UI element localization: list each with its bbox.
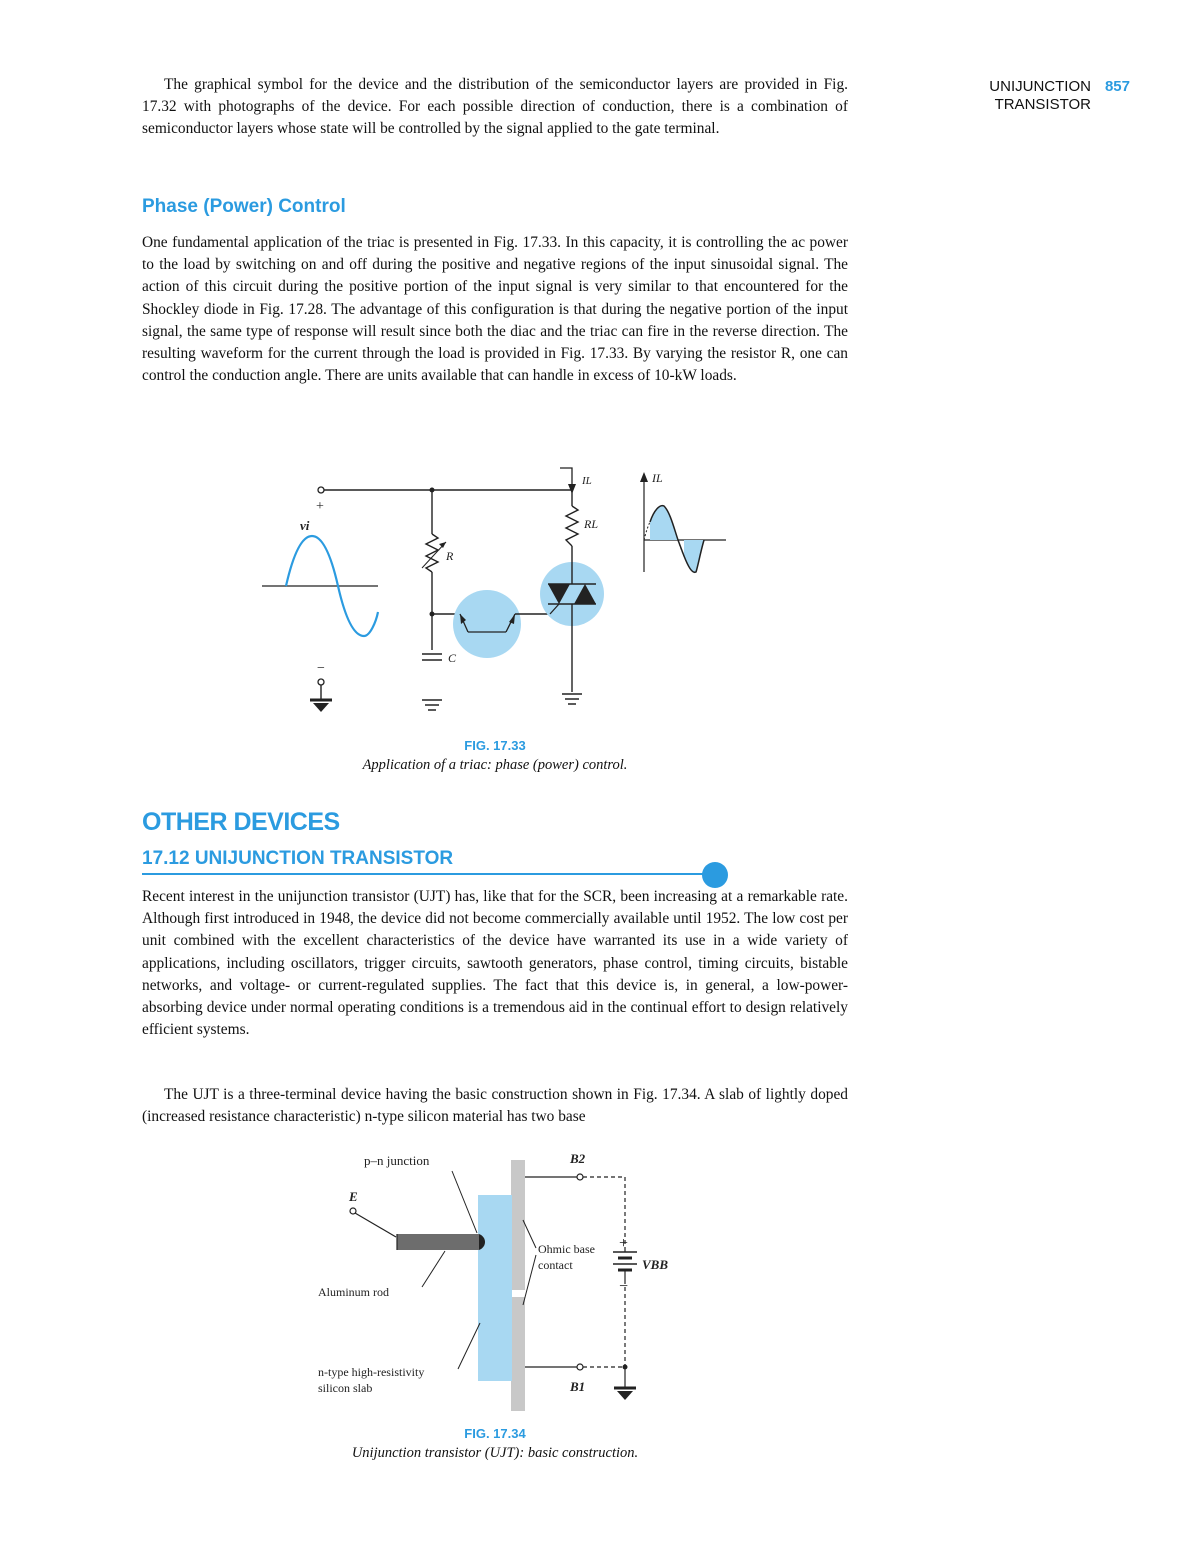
ground-symbol-input <box>310 700 332 712</box>
vbb-plus-label: + <box>619 1235 629 1252</box>
slab-label-line1: n-type high-resistivity <box>318 1365 425 1379</box>
battery-vbb-symbol <box>613 1252 637 1270</box>
section-title-other-devices: OTHER DEVICES <box>142 808 340 836</box>
page-header <box>890 78 1130 114</box>
vbb-minus-label: − <box>619 1278 629 1295</box>
input-terminal-top <box>318 487 324 493</box>
paragraph-ujt-2: The UJT is a three-terminal device having the basic construction shown in Fig. 17.34. A slab of lightly doped (increased resistance characteristic) n-type silicon material has two base <box>142 1086 848 1126</box>
caption-label-fig-17-33: FIG. 17.33 <box>464 738 526 753</box>
il-label: IL <box>582 475 592 487</box>
aluminum-rod <box>397 1234 479 1250</box>
figure-17-34 <box>300 1145 700 1420</box>
pn-junction-label: p–n junction <box>364 1153 430 1168</box>
caption-fig-17-33 <box>142 738 848 774</box>
section-rule <box>142 873 710 875</box>
r-label: R <box>446 549 454 563</box>
page-number: 857 <box>1104 78 1130 95</box>
ground-symbol-b1 <box>614 1388 636 1400</box>
load-current-positive-shaded <box>650 506 678 540</box>
running-head-line1: UNIJUNCTION <box>989 78 1091 95</box>
vbb-label: VBB <box>642 1257 669 1272</box>
section-dot <box>702 862 728 888</box>
b1-terminal <box>577 1364 583 1370</box>
c-label: C <box>448 651 457 665</box>
n-type-silicon-slab <box>478 1195 512 1381</box>
ground-symbol-triac <box>562 694 582 704</box>
ohmic-contact-b2 <box>511 1160 525 1290</box>
section-heading-ujt: 17.12 UNIJUNCTION TRANSISTOR <box>142 848 454 869</box>
caption-text-fig-17-34: Unijunction transistor (UJT): basic construction. <box>351 1445 639 1461</box>
resistor-rl <box>566 506 578 546</box>
input-terminal-bottom <box>318 679 324 685</box>
b2-terminal <box>577 1174 583 1180</box>
b2-label: B2 <box>570 1151 586 1166</box>
paragraph-ujt-1: Recent interest in the unijunction transistor (UJT) has, like that for the SCR, been increasing at a remarkable rate. Although first introduced in 1948, the device did not become commercially available until 1952. The low cost per unit combined with the excellent characteristics of the device have warranted its use in a wide variety of applications, including oscillators, trigger circuits, sawtooth generators, phase control, timing circuits, bistable networks, and voltage- or current-regulated supplies. The fact that this device is, in general, a low-power-absorbing device under normal operating conditions is a tremendous aid in the continual effort to design relatively efficient systems. <box>142 888 848 1039</box>
paragraph-intro: The graphical symbol for the device and the distribution of the semiconductor layers are provided in Fig. 17.32 with photographs of the device. For each possible direction of conduction, there is a combination of semiconductor layers whose state will be controlled by the signal applied to the gate terminal. <box>142 76 848 138</box>
running-head <box>989 78 1091 114</box>
load-current-negative-shaded <box>684 540 704 572</box>
figure-17-33 <box>250 462 750 732</box>
ohmic-contact-label-line2: contact <box>538 1258 573 1272</box>
running-head-line2: TRANSISTOR <box>994 96 1091 113</box>
ground-symbol-capacitor <box>422 700 442 710</box>
caption-fig-17-34 <box>142 1426 848 1462</box>
ohmic-contact-label-line1: Ohmic base <box>538 1242 595 1256</box>
b1-label: B1 <box>570 1379 586 1394</box>
input-minus-label: − <box>317 661 325 676</box>
caption-label-fig-17-34: FIG. 17.34 <box>464 1426 526 1441</box>
subheading-phase-control: Phase (Power) Control <box>142 196 346 217</box>
slab-label-line2: silicon slab <box>318 1381 373 1395</box>
ohmic-contact-b1 <box>511 1297 525 1411</box>
diac-symbol <box>453 590 521 658</box>
paragraph-phase-control: One fundamental application of the triac is presented in Fig. 17.33. In this capacity, it is controlling the ac power to the load by switching on and off during the positive and negative regions of the input sinusoidal signal. The action of this circuit during the positive portion of the input signal is very similar to that encountered for the Shockley diode in Fig. 17.28. The advantage of this configuration is that during the negative portion of the input signal, the same type of response will result since both the diac and the triac can fire in the reverse direction. The resulting waveform for the current through the load is provided in Fig. 17.33. By varying the resistor R, one can control the conduction angle. There are units available that can handle in excess of 10-kW loads. <box>142 234 848 385</box>
input-plus-label: + <box>316 499 324 514</box>
aluminum-rod-label: Aluminum rod <box>318 1285 389 1299</box>
rl-label: RL <box>584 517 599 531</box>
e-label: E <box>349 1189 358 1204</box>
caption-text-fig-17-33: Application of a triac: phase (power) control. <box>362 757 628 773</box>
il-axis-label: IL <box>652 471 663 485</box>
vi-label: vi <box>300 518 310 533</box>
